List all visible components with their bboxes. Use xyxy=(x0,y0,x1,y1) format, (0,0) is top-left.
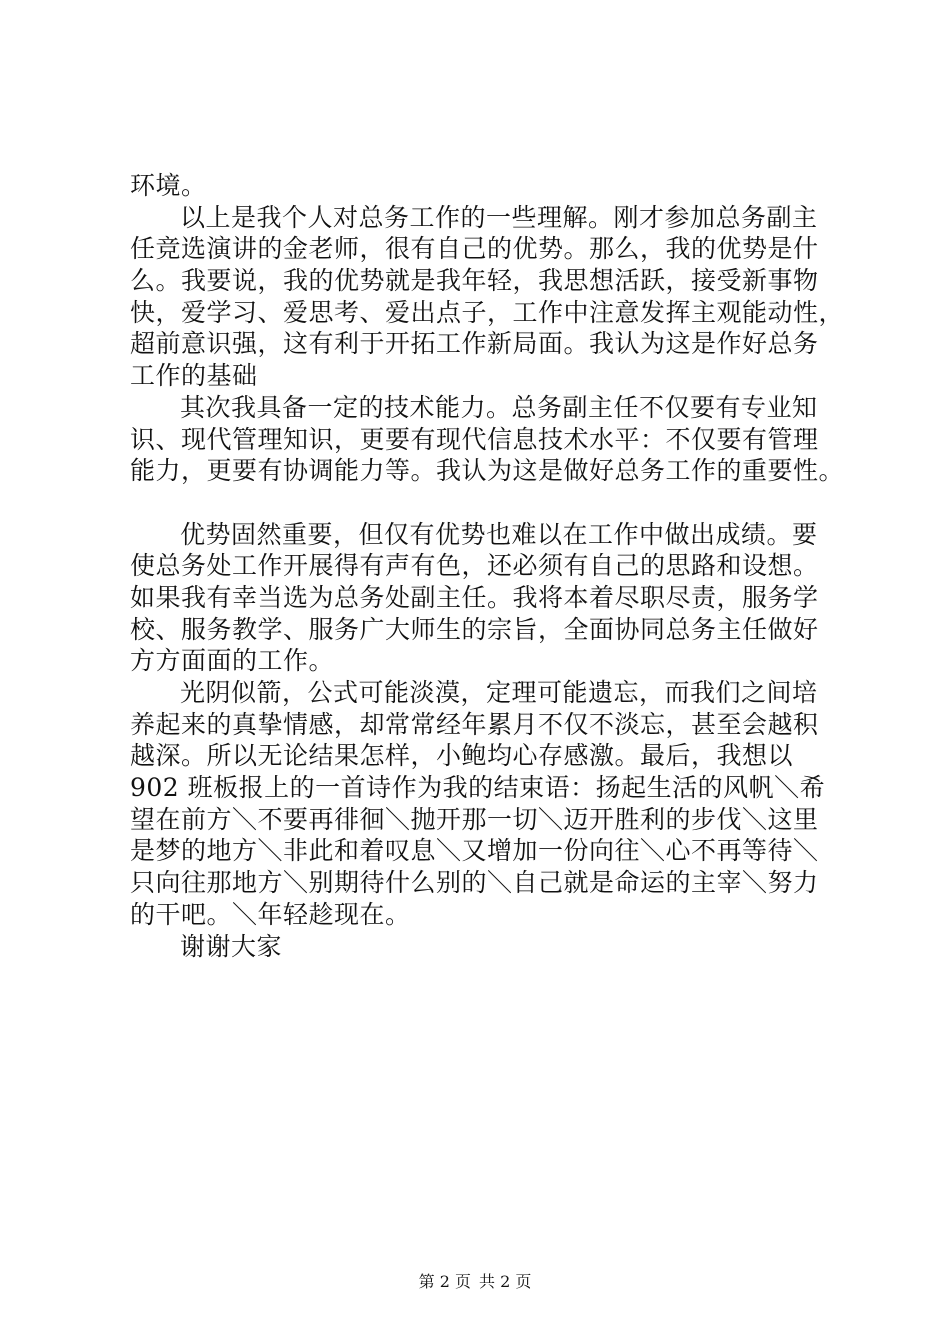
text-line: 快，爱学习、爱思考、爱出点子，工作中注意发挥主观能动性， xyxy=(130,297,845,327)
text-line: 识、现代管理知识，更要有现代信息技术水平：不仅要有管理 xyxy=(130,424,819,454)
text-line: 越深。所以无论结果怎样，小鲍均心存感激。最后，我想以 xyxy=(130,741,794,771)
text-line: 养起来的真挚情感，却常常经年累月不仅不淡忘，甚至会越积 xyxy=(130,709,819,739)
page-number-total: 共 2 页 xyxy=(479,1272,532,1291)
text-line: 校、服务教学、服务广大师生的宗旨，全面协同总务主任做好 xyxy=(130,614,819,644)
paragraph-start-line: 以上是我个人对总务工作的一些理解。刚才参加总务副主 xyxy=(180,202,818,232)
text-line: 是梦的地方＼非此和着叹息＼又增加一份向往＼心不再等待＼ xyxy=(130,836,819,866)
closing-line: 谢谢大家 xyxy=(180,931,283,961)
text-line: 望在前方＼不要再徘徊＼抛开那一切＼迈开胜利的步伐＼这里 xyxy=(130,804,819,834)
page-footer xyxy=(0,1272,950,1292)
text-line: 902 班板报上的一首诗作为我的结束语：扬起生活的风帆＼希 xyxy=(130,773,826,803)
paragraph-start-line: 优势固然重要，但仅有优势也难以在工作中做出成绩。要 xyxy=(180,519,818,549)
text-line: 能力，更要有协调能力等。我认为这是做好总务工作的重要性。 xyxy=(130,456,845,486)
text-line: 只向往那地方＼别期待什么别的＼自己就是命运的主宰＼努力 xyxy=(130,868,819,898)
page-number-current: 第 2 页 xyxy=(418,1272,471,1291)
text-line: 使总务处工作开展得有声有色，还必须有自己的思路和设想。 xyxy=(130,551,819,581)
text-line: 工作的基础 xyxy=(130,361,258,391)
text-line: 方方面面的工作。 xyxy=(130,646,335,676)
text-line: 任竞选演讲的金老师，很有自己的优势。那么，我的优势是什 xyxy=(130,234,819,264)
document-body xyxy=(130,170,845,962)
text-line: 超前意识强，这有利于开拓工作新局面。我认为这是作好总务 xyxy=(130,329,819,359)
text-line: 如果我有幸当选为总务处副主任。我将本着尽职尽责，服务学 xyxy=(130,582,819,612)
blank-line xyxy=(130,487,830,519)
text-line: 的干吧。＼年轻趁现在。 xyxy=(130,899,411,929)
paragraph-start-line: 光阴似箭，公式可能淡漠，定理可能遗忘，而我们之间培 xyxy=(180,678,818,707)
text-line: 环境。 xyxy=(130,171,207,200)
text-line: 么。我要说，我的优势就是我年轻，我思想活跃，接受新事物 xyxy=(130,266,819,296)
paragraph-start-line: 其次我具备一定的技术能力。总务副主任不仅要有专业知 xyxy=(180,392,818,422)
